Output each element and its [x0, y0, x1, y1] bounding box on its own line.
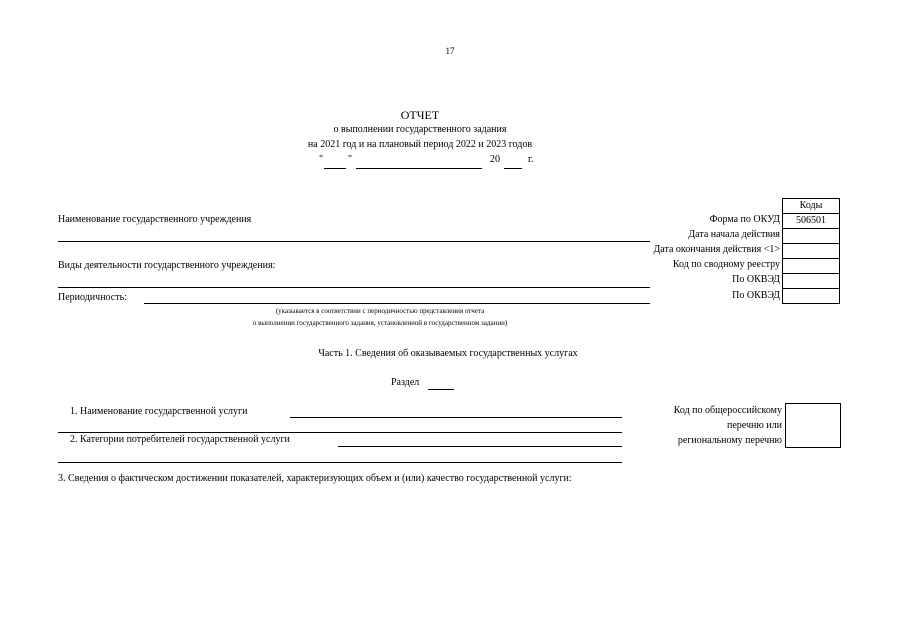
- section-number-field[interactable]: [428, 389, 454, 390]
- codes-label-registry: Код по сводному реестру: [672, 259, 780, 270]
- codes-registry-value[interactable]: [783, 259, 840, 274]
- page-number: 17: [445, 46, 455, 56]
- codes-end-date-value[interactable]: [783, 244, 840, 259]
- periodicity-label: Периодичность:: [58, 292, 127, 303]
- report-subtitle-2: на 2021 год и на плановый период 2022 и 2023 годов: [307, 139, 533, 150]
- date-quote-close: ": [348, 154, 353, 165]
- codes-okud-value[interactable]: 506501: [783, 214, 840, 229]
- report-subtitle-1: о выполнении государственного задания: [333, 124, 507, 135]
- date-quote-open: ": [319, 154, 324, 165]
- service-name-label: 1. Наименование государственной услуги: [70, 406, 248, 417]
- periodicity-field[interactable]: [144, 303, 650, 304]
- codes-label-start-date: Дата начала действия: [688, 229, 780, 240]
- registry-code-label-1: Код по общероссийскому: [673, 405, 782, 416]
- registry-code-box[interactable]: [785, 403, 841, 448]
- part1-title: Часть 1. Сведения об оказываемых государственных услугах: [318, 348, 578, 359]
- activity-types-label: Виды деятельности государственного учреждения:: [58, 260, 276, 271]
- service-name-field-line2[interactable]: [58, 432, 622, 433]
- consumer-category-field-line2[interactable]: [58, 462, 622, 463]
- codes-label-okud: Форма по ОКУД: [709, 214, 780, 225]
- institution-name-field[interactable]: [58, 241, 650, 242]
- registry-code-label-3: региональному перечню: [677, 435, 782, 446]
- institution-name-label: Наименование государственного учреждения: [58, 214, 252, 225]
- codes-table: [782, 198, 840, 304]
- codes-label-okved-1: По ОКВЭД: [732, 274, 780, 285]
- codes-okved-1-value[interactable]: [783, 274, 840, 289]
- registry-code-label-2: перечню или: [726, 420, 782, 431]
- report-title: ОТЧЕТ: [400, 108, 440, 122]
- codes-label-end-date: Дата окончания действия <1>: [653, 244, 780, 255]
- service-name-field[interactable]: [290, 417, 622, 418]
- consumer-category-field[interactable]: [338, 446, 622, 447]
- section-label: Раздел: [391, 377, 420, 388]
- codes-start-date-value[interactable]: [783, 229, 840, 244]
- periodicity-note-1: (указывается в соответствии с периодичностью представления отчета: [275, 307, 485, 315]
- date-year-suffix: г.: [528, 154, 534, 165]
- codes-header: Коды: [783, 199, 840, 214]
- activity-types-field[interactable]: [58, 287, 650, 288]
- date-day-field[interactable]: [324, 168, 346, 169]
- date-year-prefix: 20: [490, 154, 500, 165]
- consumer-category-label: 2. Категории потребителей государственной услуги: [70, 434, 290, 445]
- codes-label-okved-2: По ОКВЭД: [732, 290, 780, 301]
- periodicity-note-2: о выполнении государственного задания, установленной в государственном задании): [252, 319, 508, 327]
- date-month-field[interactable]: [356, 168, 482, 169]
- indicators-heading: 3. Сведения о фактическом достижении показателей, характеризующих объем и (или) качество государственной услуги:: [58, 473, 572, 484]
- codes-okved-2-value[interactable]: [783, 289, 840, 304]
- date-year-field[interactable]: [504, 168, 522, 169]
